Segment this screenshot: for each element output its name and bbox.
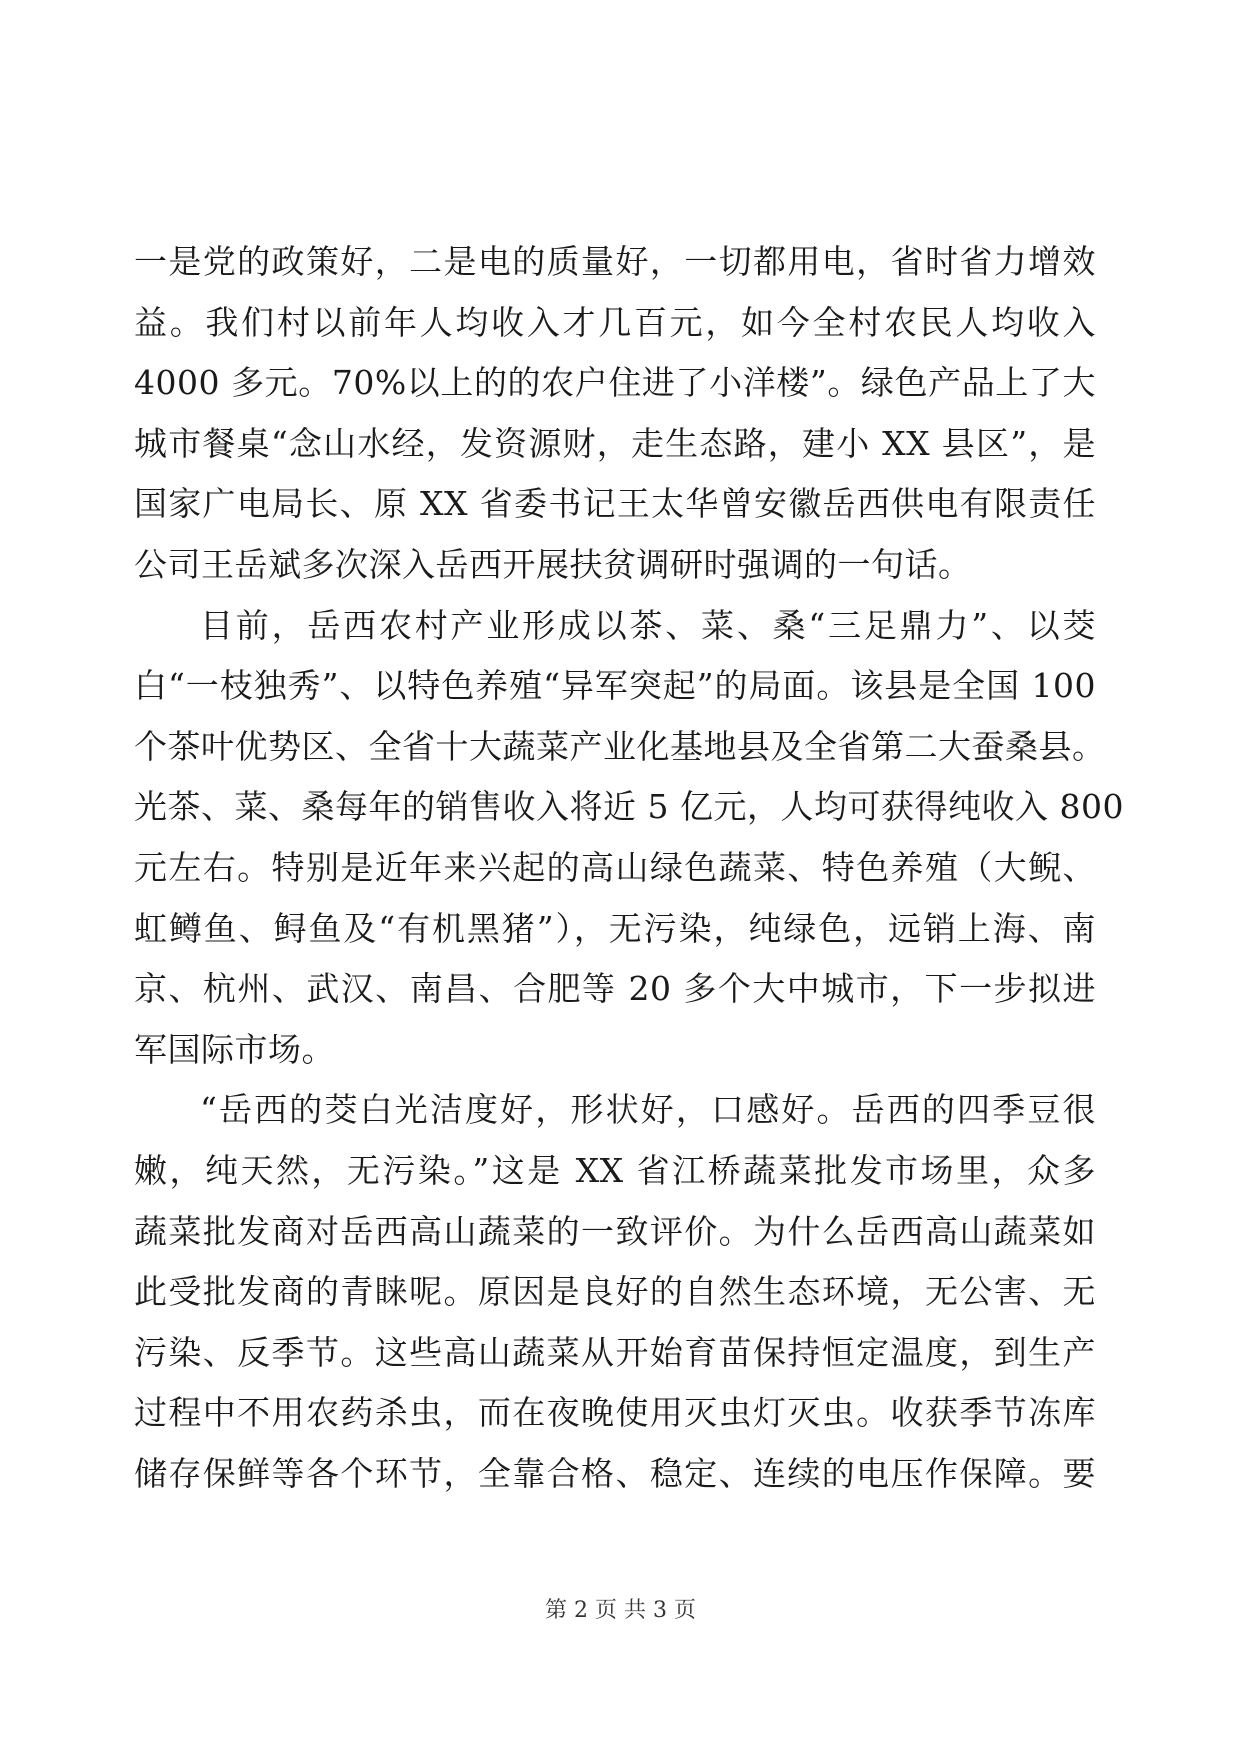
text-line: 此受批发商的青睐呢。原因是良好的自然生态环境，无公害、无 [134,1272,1096,1312]
text-line: 光茶、菜、桑每年的销售收入将近 5 亿元，人均可获得纯收入 800 [134,787,1124,827]
text-line: 储存保鲜等各个环节，全靠合格、稳定、连续的电压作保障。要 [134,1453,1096,1493]
text-line: 公司王岳斌多次深入岳西开展扶贫调研时强调的一句话。 [134,544,972,584]
text-line: 嫩，纯天然，无污染。”这是 XX 省江桥蔬菜批发市场里，众多 [134,1150,1096,1190]
document-body [134,232,1124,1504]
text-line: 城市餐桌“念山水经，发资源财，走生态路，建小 XX 县区”，是 [134,423,1096,463]
text-line: 过程中不用农药杀虫，而在夜晚使用灭虫灯灭虫。收获季节冻库 [134,1393,1096,1433]
text-line: 污染、反季节。这些高山蔬菜从开始育苗保持恒定温度，到生产 [134,1332,1096,1372]
text-line: 元左右。特别是近年来兴起的高山绿色蔬菜、特色养殖（大鲵、 [134,847,1096,887]
text-line: 蔬菜批发商对岳西高山蔬菜的一致评价。为什么岳西高山蔬菜如 [134,1211,1096,1251]
text-line: 国家广电局长、原 XX 省委书记王太华曾安徽岳西供电有限责任 [134,484,1096,524]
text-line: 京、杭州、武汉、南昌、合肥等 20 多个大中城市，下一步拟进 [134,969,1096,1009]
text-line: 一是党的政策好，二是电的质量好，一切都用电，省时省力增效 [134,242,1096,281]
paragraph-first-line: 目前，岳西农村产业形成以茶、菜、桑“三足鼎力”、以茭 [200,605,1096,645]
text-line: 军国际市场。 [134,1029,335,1069]
text-line: 4000 多元。70%以上的的农户住进了小洋楼”。绿色产品上了大 [134,363,1096,403]
paragraph-first-line: “岳西的茭白光洁度好，形状好，口感好。岳西的四季豆很 [200,1090,1096,1130]
page-footer: 第 2 页 共 3 页 [545,1598,696,1623]
text-line: 虹鳟鱼、鲟鱼及“有机黑猪”），无污染，纯绿色，远销上海、南 [134,908,1096,948]
text-line: 个茶叶优势区、全省十大蔬菜产业化基地县及全省第二大蚕桑县。 [134,726,1106,766]
text-line: 白“一枝独秀”、以特色养殖“异军突起”的局面。该县是全国 100 [134,666,1096,706]
text-line: 益。我们村以前年人均收入才几百元，如今全村农民人均收入 [134,302,1096,342]
